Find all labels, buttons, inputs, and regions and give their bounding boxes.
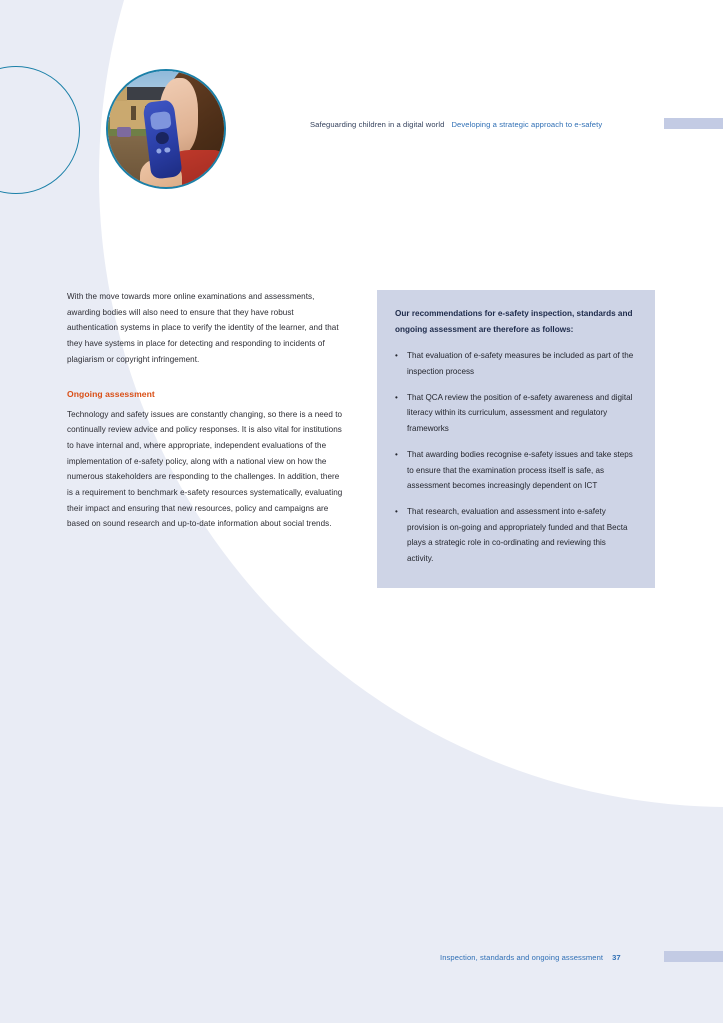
photo-device-button-left <box>156 148 162 154</box>
footer-accent-bar <box>664 951 723 962</box>
header-accent-bar <box>664 118 723 129</box>
list-item: • That research, evaluation and assessment into e-safety provision is on-going and appropriately funded and that Becta plays a strategic role in co-ordinating and reviewing this activity. <box>395 504 634 566</box>
photo-church-window-left <box>131 106 136 120</box>
recommendations-panel <box>377 290 655 588</box>
photo-foreground-object <box>117 127 131 137</box>
list-item: • That QCA review the position of e-safety awareness and digital literacy within its curriculum, assessment and regulatory frameworks <box>395 390 634 436</box>
main-text-column <box>67 289 345 532</box>
list-item: • That evaluation of e-safety measures be included as part of the inspection process <box>395 348 634 379</box>
header-book-title: Safeguarding children in a digital world <box>310 120 445 129</box>
section-heading-ongoing-assessment: Ongoing assessment <box>67 388 155 399</box>
child-with-handheld-device-photo <box>106 69 226 189</box>
paragraph-online-examinations: With the move towards more online examinations and assessments, awarding bodies will also need to ensure that they have robust authentication systems in place to verify the identity of the learner, and that they have systems in place for detecting and responding to incidents of plagiarism or copyright infringement. <box>67 292 339 364</box>
header-subtitle: Developing a strategic approach to e-safety <box>451 120 603 129</box>
running-header <box>310 120 602 129</box>
recommendations-title: Our recommendations for e-safety inspection, standards and ongoing assessment are therefore as follows: <box>395 309 633 334</box>
photo-device-screen <box>150 111 172 130</box>
footer-page-number: 37 <box>612 953 621 962</box>
footer-chapter-title: Inspection, standards and ongoing assessment <box>440 953 604 962</box>
list-item: • That awarding bodies recognise e-safety issues and take steps to ensure that the examination process itself is safe, as assessment becomes increasingly dependent on ICT <box>395 447 634 493</box>
photo-church-tower <box>111 78 126 101</box>
photo-church-tower-top <box>111 76 126 81</box>
teal-outline-circle-icon <box>0 66 80 194</box>
page-footer <box>440 953 621 962</box>
photo-device-lens <box>156 131 170 145</box>
recommendations-list <box>395 348 634 566</box>
paragraph-ongoing-assessment: Technology and safety issues are constantly changing, so there is a need to continually review advice and policy responses. It is also vital for institutions to have internal and, where appropriate, independent evaluations of the implementation of e-safety policy, along with a national view on how the numerous stakeholders are responding to the challenges. In addition, there is a requirement to benchmark e-safety resources systematically, evaluating their impact and ensuring that new resources, policy and campaigns are based on sound research and up-to-date information about social trends. <box>67 409 343 529</box>
photo-content <box>108 71 224 187</box>
photo-device-button-right <box>165 147 171 153</box>
